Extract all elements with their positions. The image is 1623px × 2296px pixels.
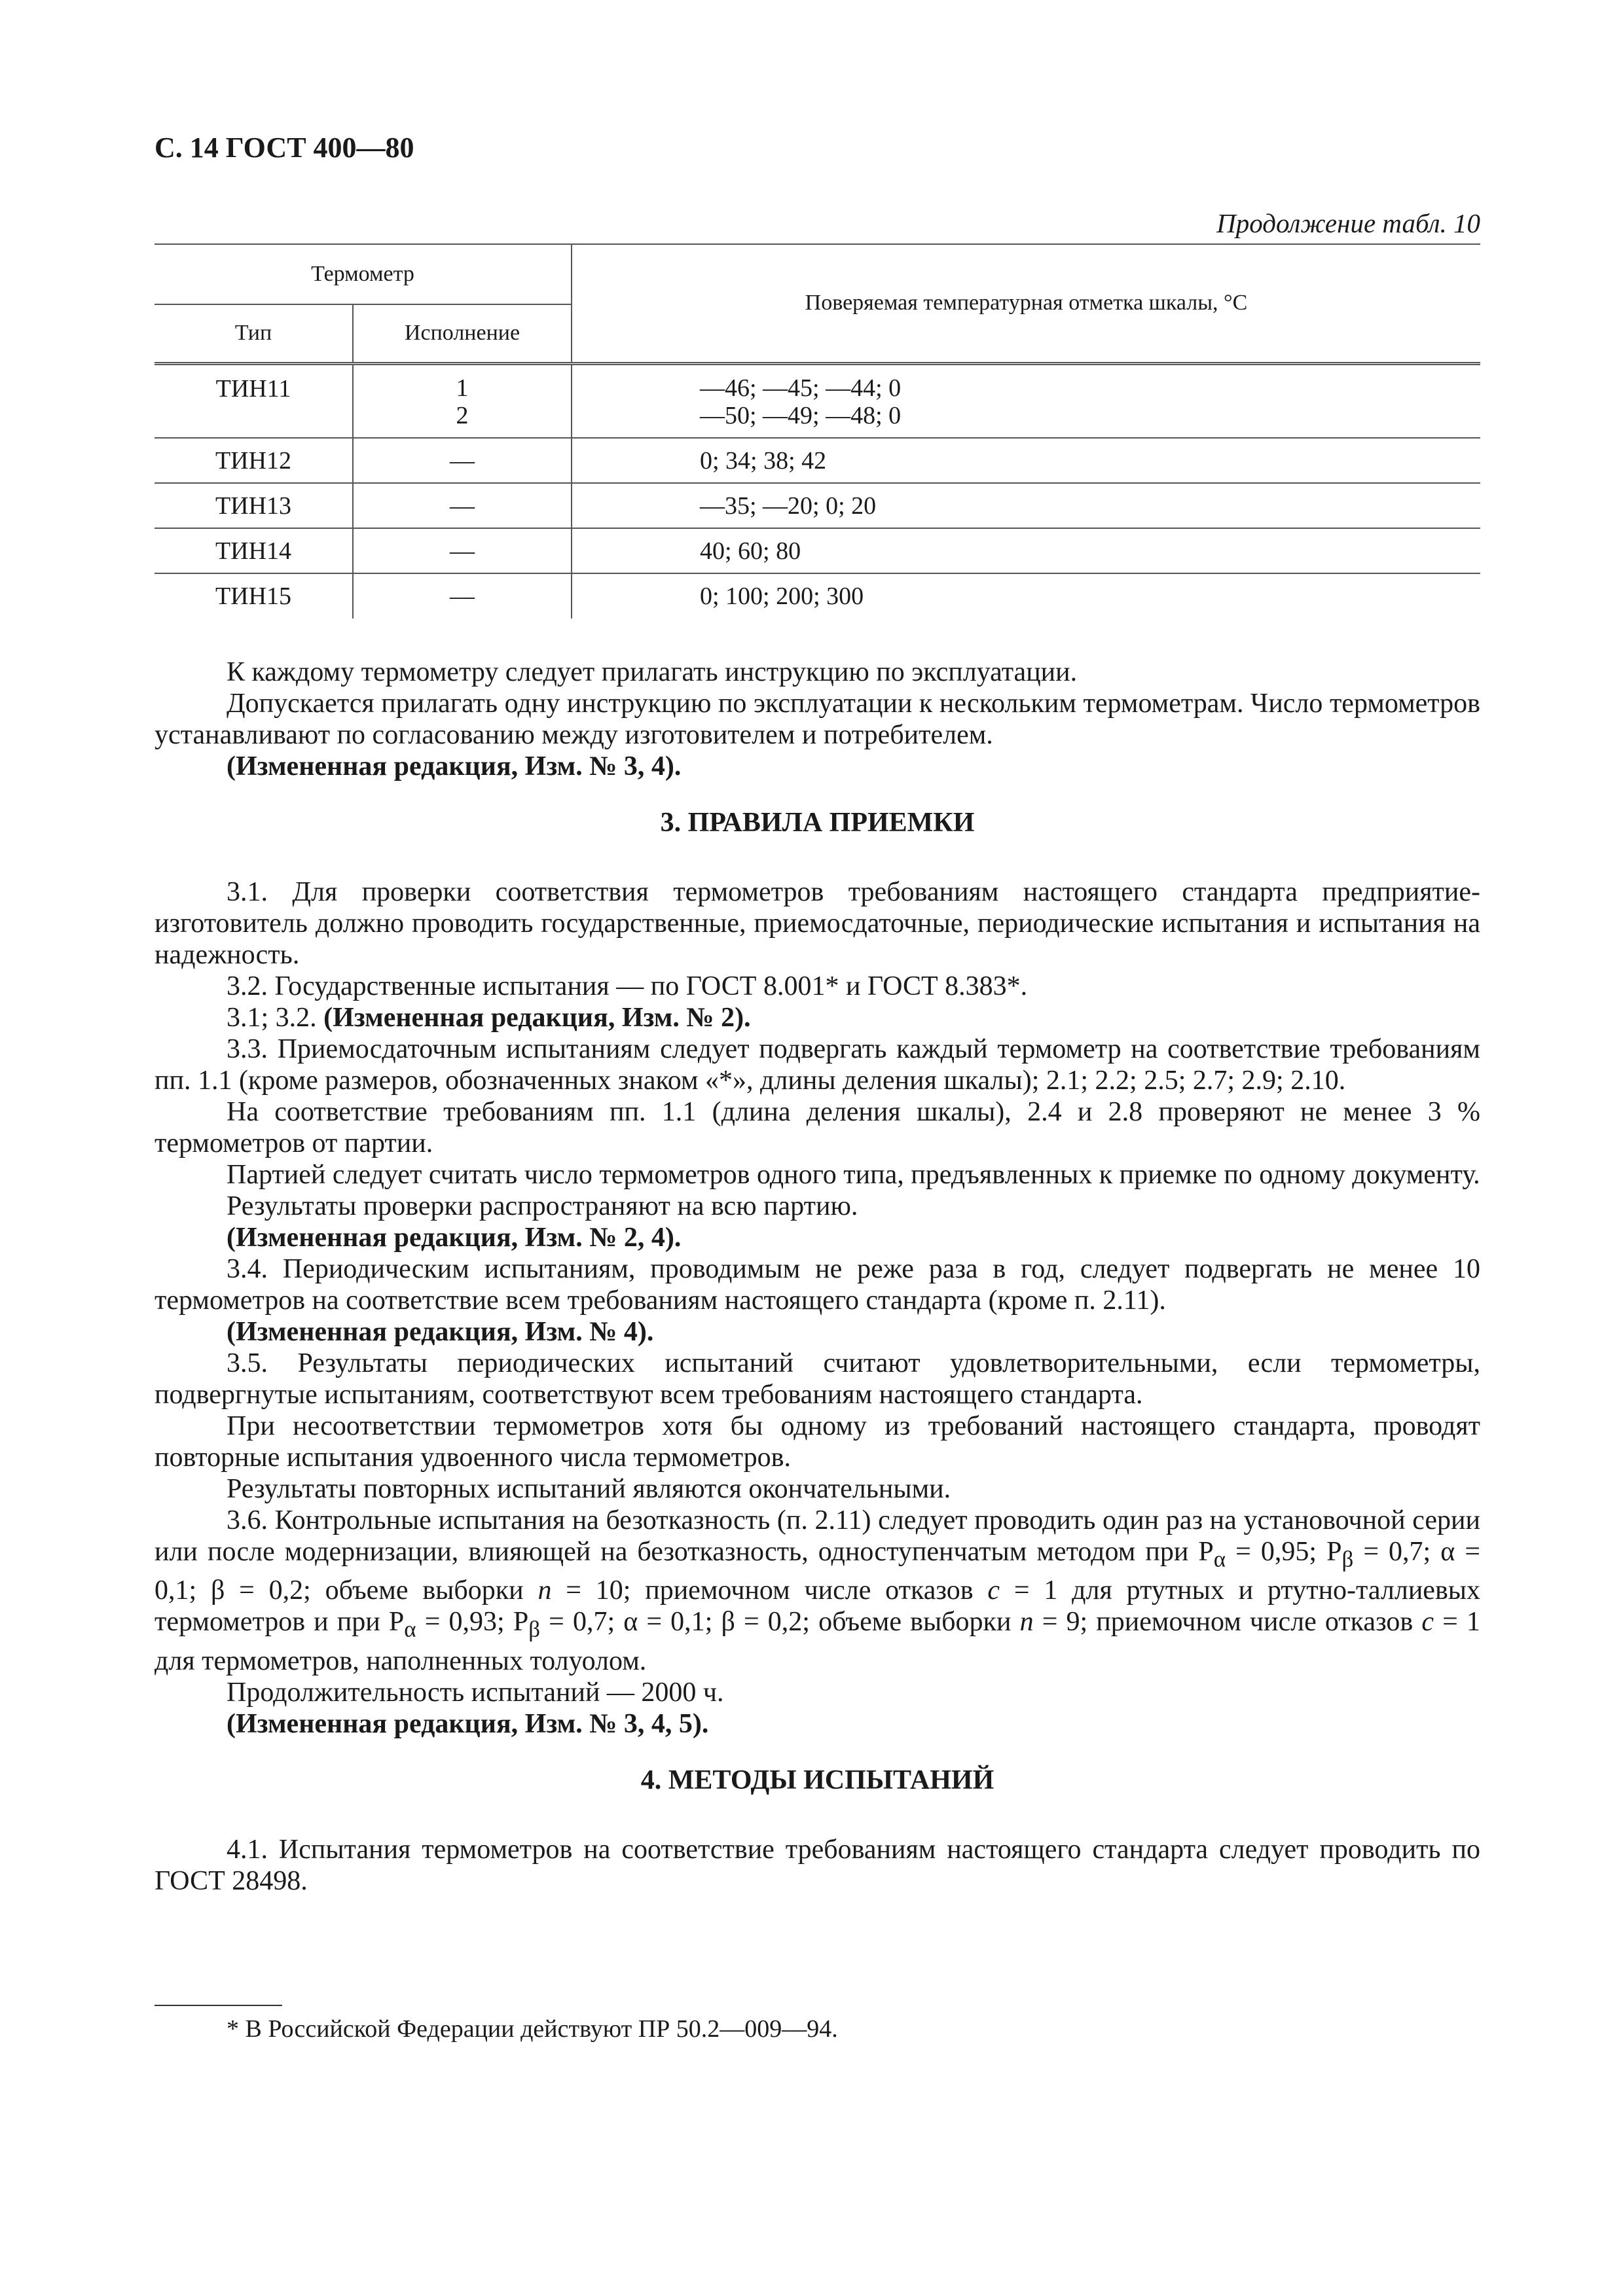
paragraph: При несоответствии термометров хотя бы одному из требований настоящего стандарта, проводят повторные испытания удвоенного числа термометров. <box>155 1411 1480 1473</box>
cell-marks: 40; 60; 80 <box>572 528 1480 573</box>
amendment-note: 3.1; 3.2. (Измененная редакция, Изм. № 2). <box>227 1003 751 1033</box>
table-row <box>155 528 1480 573</box>
cell-type: ТИН13 <box>155 483 353 528</box>
paragraph: Результаты повторных испытаний являются окончательными. <box>227 1474 951 1504</box>
body-text <box>155 656 1480 1897</box>
paragraph-3-1: 3.1. Для проверки соответствия термометров требованиям настоящего стандарта предприятие-изготовитель должно проводить государственные, приемосдаточные, периодические испытания и испытания на надежность. <box>155 877 1480 970</box>
cell-marks: 0; 100; 200; 300 <box>700 583 864 610</box>
cell-execution: — <box>353 483 572 528</box>
section-4-title: 4. МЕТОДЫ ИСПЫТАНИЙ <box>640 1765 994 1795</box>
paragraph-3-2: 3.2. Государственные испытания — по ГОСТ 8.001* и ГОСТ 8.383*. <box>227 971 1028 1001</box>
cell-execution: — <box>353 528 572 573</box>
paragraph: На соответствие требованиям пп. 1.1 (длина деления шкалы), 2.4 и 2.8 проверяют не менее 3 % термометров от партии. <box>155 1097 1480 1158</box>
thermometer-table <box>155 243 1480 619</box>
footnote-divider <box>155 2005 282 2006</box>
amendment-note: (Измененная редакция, Изм. № 3, 4). <box>227 751 682 781</box>
page-header: С. 14 ГОСТ 400—80 <box>155 132 414 164</box>
paragraph-3-3: 3.3. Приемосдаточным испытаниям следует подвергать каждый термометр на соответствие требованиям пп. 1.1 (кроме размеров, обозначенных знаком «*», длины деления шкалы); 2.1; 2.2; 2.5; 2.7; 2.9; 2.10. <box>155 1034 1480 1096</box>
cell-marks: 0; 34; 38; 42 <box>572 438 1480 483</box>
table-row <box>155 438 1480 483</box>
paragraph: Партией следует считать число термометров одного типа, предъявленных к приемке по одному документу. <box>227 1160 1480 1190</box>
header-marks: Поверяемая температурная отметка шкалы, °С <box>572 244 1480 363</box>
amendment-note: (Измененная редакция, Изм. № 2, 4). <box>227 1223 682 1253</box>
table-continuation-label: Продолжение табл. 10 <box>1216 208 1480 238</box>
paragraph: Продолжительность испытаний — 2000 ч. <box>227 1677 724 1708</box>
header-thermometer: Термометр <box>155 244 572 304</box>
paragraph-3-6: 3.6. Контрольные испытания на безотказность (п. 2.11) следует проводить один раз на установочной серии или после модернизации, влияющей на безотказность, одноступенчатым методом при $P_\alpha = 0,95$; $P_\beta = 0,7$; α = 0,1; β = 0,2; объеме выборки n = 10; приемочном числе отказов c = 1 для ртутных и ртутно-таллиевых термометров и при $P_\alpha = 0,93$; $P_\beta = 0,7$; α = 0,1; β = 0,2; объеме выборки n = 9; приемочном числе отказов c = 1 для термометров, наполненных толуолом. <box>155 1505 1481 1676</box>
section-3-title: 3. ПРАВИЛА ПРИЕМКИ <box>660 808 975 838</box>
amendment-note: (Измененная редакция, Изм. № 4). <box>227 1317 654 1347</box>
header-type: Тип <box>155 304 353 363</box>
cell-type: ТИН11 <box>155 363 353 438</box>
cell-execution: — <box>353 438 572 483</box>
paragraph: К каждому термометру следует прилагать инструкцию по эксплуатации. <box>227 657 1078 687</box>
paragraph: Допускается прилагать одну инструкцию по эксплуатации к нескольким термометрам. Число термометров устанавливают по согласованию между изготовителем и потребителем. <box>155 689 1480 750</box>
cell-execution: — <box>353 573 572 619</box>
cell-execution: 1 2 <box>353 363 572 438</box>
cell-marks: —46; —45; —44; 0 —50; —49; —48; 0 <box>572 363 1480 438</box>
table-row <box>155 483 1480 528</box>
table-row <box>155 573 1480 619</box>
paragraph-3-5: 3.5. Результаты периодических испытаний считают удовлетворительными, если термометры, подвергнутые испытаниям, соответствуют всем требованиям настоящего стандарта. <box>155 1348 1480 1410</box>
cell-type: ТИН12 <box>155 438 353 483</box>
cell-type: ТИН14 <box>155 528 353 573</box>
cell-marks: —35; —20; 0; 20 <box>572 483 1480 528</box>
paragraph-3-4: 3.4. Периодическим испытаниям, проводимым не реже раза в год, следует подвергать не менее 10 термометров на соответствие всем требованиям настоящего стандарта (кроме п. 2.11). <box>155 1254 1480 1316</box>
paragraph-4-1: 4.1. Испытания термометров на соответствие требованиям настоящего стандарта следует проводить по ГОСТ 28498. <box>155 1834 1480 1896</box>
paragraph: Результаты проверки распространяют на всю партию. <box>227 1191 858 1221</box>
amendment-note: (Измененная редакция, Изм. № 3, 4, 5). <box>227 1708 709 1739</box>
cell-type: ТИН15 <box>155 573 353 619</box>
table-row <box>155 363 1480 438</box>
footnote: * В Российской Федерации действуют ПР 50.2—009—94. <box>227 2015 838 2043</box>
header-execution: Исполнение <box>353 304 572 363</box>
